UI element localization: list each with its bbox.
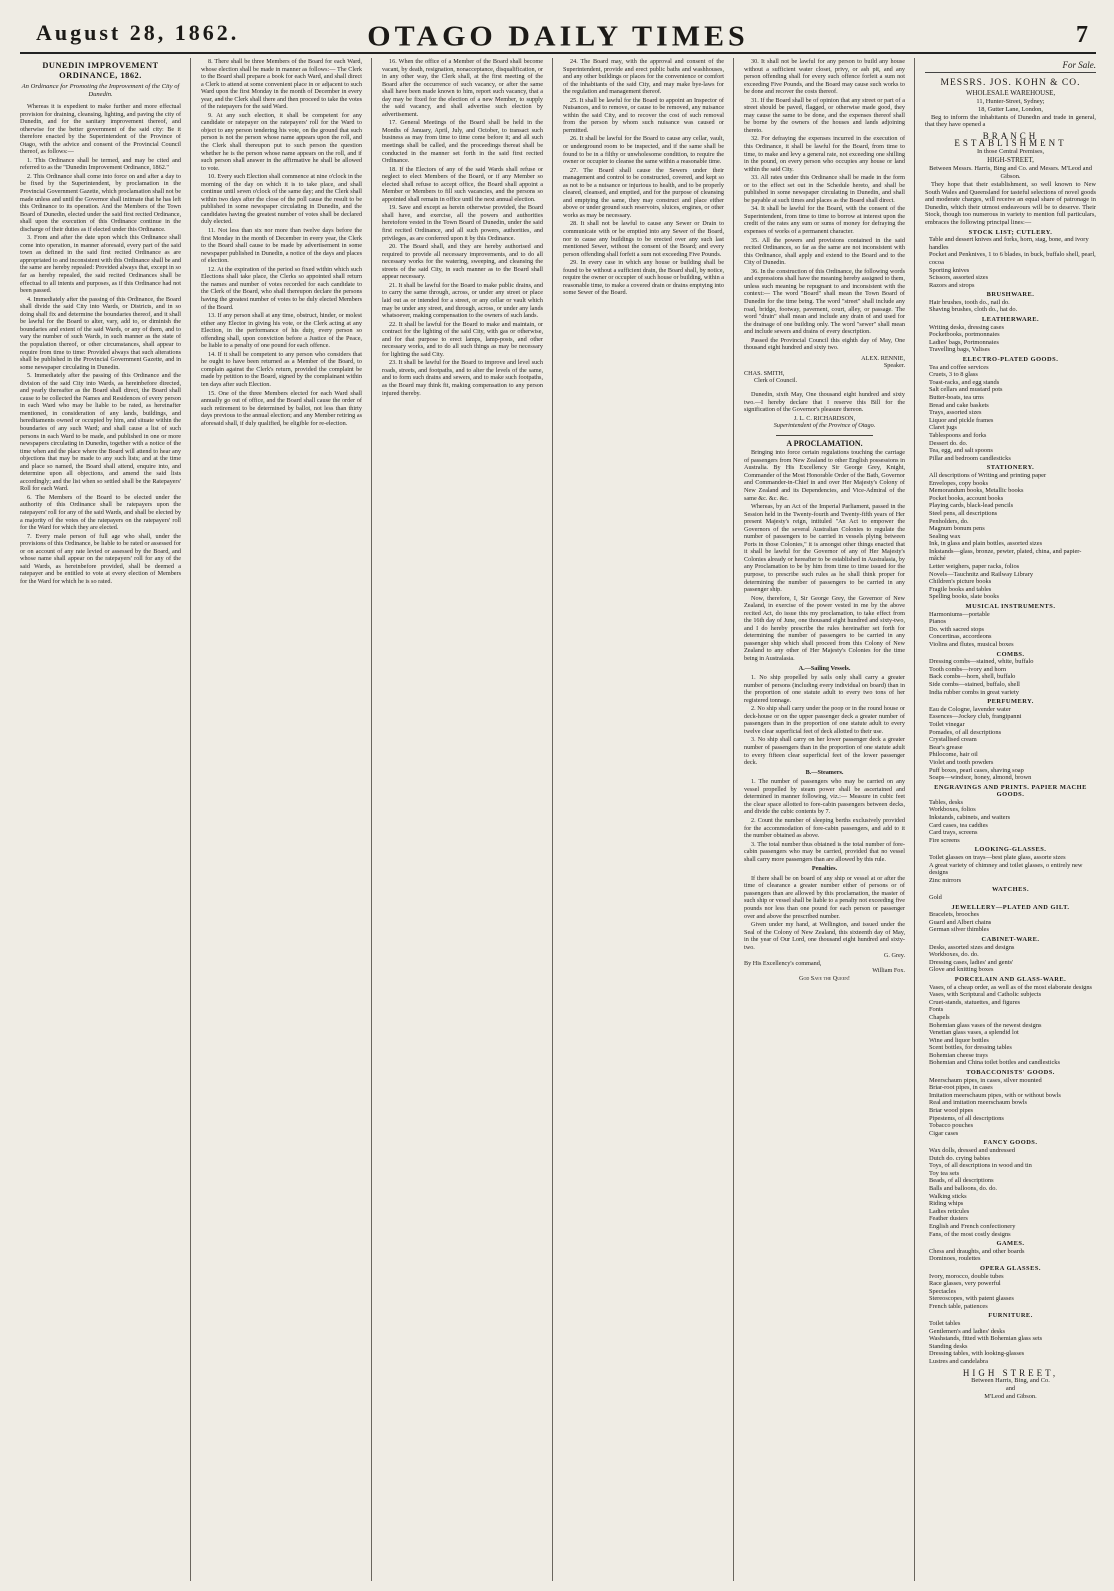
category-item: Tables, desks (929, 798, 963, 806)
masthead (20, 0, 1096, 54)
category-item: Pocket and Penknives, 1 to 6 blades, in buck, buffalo shell, pearl, cocoa (929, 251, 1096, 266)
passed-text: Passed the Provincial Council this eighth day of May, One thousand eight hundred and sixty two. (744, 336, 905, 352)
category-heading: MUSICAL INSTRUMENTS. (965, 603, 1056, 611)
category-item: Eau de Cologne, lavender water (929, 705, 1011, 713)
category-item: Toy tea sets (929, 1169, 960, 1177)
section-list (382, 58, 543, 397)
column-6 (925, 58, 1096, 1581)
category-heading: GAMES. (996, 1240, 1025, 1248)
column-2 (201, 58, 372, 1581)
category-item: Do. with sacred stops (929, 625, 985, 633)
firm-address-2: 18, Gutter Lane, London, (978, 105, 1043, 113)
category-item: Imitation meerschaum pipes, with or without bowls (929, 1091, 1061, 1099)
divider (776, 435, 873, 436)
column-1 (20, 58, 191, 1581)
paragraph: 33. All rates under this Ordinance shall be made in the form or to the effect set out in the Schedule hereto, and shall be published in some newspaper circulating in Dunedin, and shall be payable at such times and places as the Board shall direct. (744, 174, 905, 204)
category-item: India rubber combs in great variety (929, 688, 1019, 696)
paragraph: 2. This Ordinance shall come into force on and after a day to be fixed by the Superintendent, by proclamation in the Provincial Government Gazette, which proclamation shall not be made unless and until the Governor shall intimate that he has left this Ordinance to its operation. And the Members of the Town Board of Dunedin, elected under the said first recited Ordinance, shall upon the execution of this Ordinance continue in the discharge of their duties as if elected under this Ordinance. (20, 172, 182, 233)
category-item: Bracelets, brooches (929, 911, 980, 919)
rule-list (744, 674, 905, 767)
paragraph: 10. Every such Election shall commence at nine o'clock in the morning of the day on which it is to take place, and shall continue until seven o'clock of the same day; and the Clerk shall within two days after the close of the poll cause the result to be published in some newspaper circulating in Dunedin, and the candidates having the greatest number of votes shall be declared duly elected. (201, 173, 362, 226)
category-heading: FURNITURE. (988, 1312, 1033, 1320)
paragraph: 5. Immediately after the passing of this Ordinance and the division of the said City into Wards, as hereinbefore directed, and yearly thereafter as the Board shall direct, the Board shall cause to be collected the Names and Residences of every person in each Ward who may be liable to be rated, as hereinafter mentioned, in consideration of any lands, buildings, and hereditaments owned or occupied by him, and situate within the boundaries of any such Ward; and shall cause a list of such persons in each Ward to be made, and published in one or more newspapers circulating in Dunedin, together with a notice of the time when and the place where the Board will attend to hear any objections that may be made to any such lists; and at the time and place so named, the Board shall attend, enquire into, and determine upon all objections, and amend the said lists accordingly; and the list when so settled shall be the Ratepayers' Roll for each Ward. (20, 372, 181, 493)
category-item: French table, patiences (929, 1302, 988, 1310)
category-item: Bread and cake baskets (929, 401, 989, 409)
category-item: Card trays, screens (929, 829, 978, 837)
page-number: 7 (1076, 22, 1088, 48)
footer-street: HIGH STREET, (962, 1367, 1059, 1378)
category-item: Riding whips (929, 1200, 964, 1208)
category-heading: ELECTRO-PLATED GOODS. (962, 356, 1059, 364)
paragraph: 13. If any person shall at any time, obstruct, hinder, or molest either any Elector in giving his vote, or the Clerk acting at any Election, in the performance of his duty, every person so offending shall, upon conviction before a Justice of the Peace, be liable to a penalty of one pound for each offence. (201, 312, 362, 350)
category-item: Toilet glasses on trays—best plate glass, assorte sizes (929, 854, 1066, 862)
paragraph: 9. At any such election, it shall be competent for any candidate or ratepayer on the ratepayers' roll for the Ward to object to any person tendering his vote, on the ground that such person is not the person whose name appears upon the roll, and the Clerk shall thereupon put to such person the question whether he is the person whose name appears on the roll, and if such person shall answer in the affirmative he shall be allowed to vote. (201, 111, 362, 172)
category-item: Letter weighers, paper racks, folios (929, 563, 1020, 571)
category-item: Balls and balloons, do. do. (929, 1184, 997, 1192)
category-item: Dressing tables, with looking-glasses (929, 1350, 1025, 1358)
category-heading: LEATHERWARE. (981, 316, 1040, 324)
category-item: Dressing cases, ladies' and gents' (929, 958, 1014, 966)
category-item: Lustres and candelabra (929, 1358, 988, 1366)
paragraph: 6. The Members of the Board to be elected under the authority of this Ordinance shall be ratepayers upon the ratepayers' roll for any of the said Wards, and shall be elected by a majority of the votes of the ratepayers on the ratepayers' roll for the Ward for which they are elected. (20, 493, 181, 532)
category-item: Standing desks (929, 1342, 968, 1350)
minister-name: William Fox. (872, 967, 905, 975)
category-item: Toilet tables (929, 1320, 961, 1328)
category-item: Workboxes, folios (929, 806, 976, 814)
category-item: Fire screens (929, 836, 960, 844)
category-item: Scissors, assorted sizes (929, 274, 989, 282)
category-item: Concertinas, accordeons (929, 633, 992, 641)
paragraph: 14. If it shall be competent to any person who considers that he ought to have been returned as a Member of the Board, to complain against the Clerk's return, provided the complaint be made by petition to the Board, signed by the complainant within ten days after such Election. (201, 350, 362, 388)
category-item: Ladies reticules (929, 1207, 970, 1215)
ordinance-subtitle: An Ordinance for Promoting the Improvement of the City of Dunedin. (21, 83, 180, 98)
category-item: Card cases, tea caddies (929, 821, 988, 829)
columns (20, 58, 1096, 1581)
category-item: Cruets, 3 to 8 glass (929, 371, 978, 379)
category-item: Toilet vinegar (929, 720, 965, 728)
category-item: Penholders, do. (929, 517, 969, 525)
paragraph: 3. No ship shall carry on her lower passenger deck a greater number of passengers than in the proportion of one statute adult to every fifteen clear superficial feet of the lower passenger deck. (744, 736, 905, 767)
column-5 (744, 58, 915, 1581)
paragraph: 22. It shall be lawful for the Board to make and maintain, or contract for the lighting of the said City, with gas or otherwise, and for that purpose to erect lamps, lamp-posts, and other necessary works, and to do all such things as may be necessary for lighting the said City. (382, 320, 543, 358)
proclamation-now-therefore: Now, therefore, I, Sir George Grey, the Governor of New Zealand, in exercise of the power vested in me by the above recited Act, do issue this my proclamation, to take effect from the 16th day of June, one thousand eight hundred and sixty-two, and I do hereby prescribe the rules hereinafter set forth for determining the number of passengers to be carried in any passenger ship which shall proceed from this Colony of New Zealand to any other of Her Majesty's Colonies for the time being in Australasia. (744, 594, 905, 663)
ordinance-heading: DUNEDIN IMPROVEMENT ORDINANCE, 1862. (42, 61, 159, 80)
category-item: Tablespoons and forks (929, 431, 987, 439)
god-save-queen: God Save the Queen! (798, 974, 850, 982)
category-item: Shaving brushes, cloth do., hat do. (929, 306, 1018, 314)
category-item: Tea and coffee services (929, 363, 989, 371)
category-item: Dressing combs—stained, white, buffalo (929, 658, 1034, 666)
category-item: Venetian glass vases, a splendid lot (929, 1029, 1019, 1037)
category-item: Side combs—stained, buffalo, shell (929, 680, 1020, 688)
column-3 (382, 58, 553, 1581)
column-4 (563, 58, 734, 1581)
category-item: Pocket books, account books (929, 494, 1004, 502)
category-item: Stereoscopes, with patent glasses (929, 1295, 1014, 1303)
category-item: Back combs—horn, shell, buffalo (929, 673, 1016, 681)
category-item: Steel pens, all descriptions (929, 509, 998, 517)
paragraph: 25. It shall be lawful for the Board to appoint an Inspector of Nuisances, and to remove, or cause to be removed, any nuisance within the said City, and to recover the cost of such removal from the person by whom such nuisance was caused or permitted. (563, 96, 724, 134)
category-item: Razors and strops (929, 281, 975, 289)
proclamation-heading: A PROCLAMATION. (786, 438, 863, 448)
ordinance-preamble: Whereas it is expedient to make further and more effectual provision for draining, cleansing, lighting, and paving the city of Dunedin, and for the sanitary improvement thereof, and otherwise for the better government of the said city: Be it therefore enacted by the Superintendent of the Province of Otago, with the advice and consent of the Provincial Council thereof, as follows:— (20, 103, 181, 156)
superintendent-title: Superintendent of the Province of Otago. (773, 422, 876, 430)
category-item: Spectacles (929, 1287, 956, 1295)
category-item: Toys, of all descriptions in wood and tin (929, 1162, 1032, 1170)
paragraph: 2. No ship shall carry under the poop or in the round house or deck-house or on the upper passenger deck a greater number of passengers than in the proportion of one statute adult to every twelve clear superficial feet of deck allotted to their use. (744, 705, 905, 735)
paragraph: 35. All the powers and provisions contained in the said recited Ordinances, so far as the same are not inconsistent with this Ordinance, shall apply and extend to the Board and to the City of Dunedin. (744, 236, 905, 267)
category-item: English and French confectionery (929, 1222, 1016, 1230)
category-heading: PERFUMERY. (987, 698, 1034, 706)
category-item: Pocketbooks, portmonnaies (929, 331, 1000, 339)
category-item: Magnum bonum pens (929, 525, 985, 533)
category-item: Dominoes, roulettes (929, 1255, 981, 1263)
category-item: Bohemian cheese trays (929, 1051, 988, 1059)
category-item: Soaps—windsor, honey, almond, brown (929, 774, 1032, 782)
category-item: Pillar and bedroom candlesticks (929, 454, 1011, 462)
paragraph: 34. It shall be lawful for the Board, with the consent of the Superintendent, from time to time to borrow at interest upon the credit of the rates any sum or sums of money for defraying the expenses of works of a permanent character. (744, 205, 905, 236)
paragraph: 1. The number of passengers who may be carried on any vessel propelled by steam power shall be ascertained and determined in manner following, viz.:— Measure in cubic feet the clear space allotted to fore-cabin passengers between decks, and divide the cubic contents by 7. (744, 778, 905, 816)
category-item: Butter-boats, tea urns (929, 394, 984, 401)
category-item: Playing cards, black-lead pencils (929, 502, 1014, 510)
category-heading: COMBS. (996, 650, 1025, 658)
category-item: Scent bottles, for dressing tables (929, 1044, 1012, 1052)
category-item: Essences—Jockey club, frangipanni (929, 713, 1022, 721)
category-item: Table and dessert knives and forks, horn, stag, bone, and ivory handles (929, 236, 1089, 251)
firm-address-1: 11, Hunter-Street, Sydney; (976, 97, 1045, 105)
paragraph: 1. This Ordinance shall be termed, and may be cited and referred to as the "Dunedin Improvement Ordinance, 1862." (20, 156, 181, 172)
footer-leod: M'Leod and Gibson. (984, 1393, 1037, 1401)
category-item: Claret jugs (929, 424, 957, 432)
category-item: German silver thimbles (929, 926, 989, 934)
speaker-name: ALEX. RENNIE, (861, 354, 905, 362)
issue-date: August 28, 1862. (36, 20, 240, 45)
category-item: Sealing wax (929, 532, 961, 540)
category-item: Bohemian glass vases of the newest designs (929, 1021, 1042, 1029)
paragraph: 27. The Board shall cause the Sewers under their management and control to be constructed, covered, and kept so as not to be a nuisance or injurious to health, and to be properly cleared, cleansed, and emptied, and for the purpose of cleansing and emptying the same, they may construct and place either above or under ground such reservoirs, sluices, engines, or other works as may be necessary. (563, 166, 724, 219)
governor-signature: G. Grey. (883, 952, 905, 960)
category-heading: CABINET-WARE. (981, 935, 1040, 943)
category-item: Dessert do. do. (929, 439, 968, 447)
paragraph: 12. At the expiration of the period so fixed within which such Elections shall take place, the Clerks so appointed shall return the names and number of votes recorded for each candidate to the Clerk of the Board, who shall thereupon declare the persons having the greatest number of votes to be duly elected Members of the Board. (201, 265, 362, 311)
sailing-heading: A.—Sailing Vessels. (798, 664, 851, 672)
category-item: Glove and knitting boxes (929, 966, 994, 974)
category-item: Briar-root pipes, in cases (929, 1084, 993, 1092)
footer-between: Between Harris, Bing, and Co. (971, 1377, 1050, 1385)
section-list (744, 58, 905, 336)
paragraph: 8. There shall be three Members of the Board for each Ward, whose election shall be made in manner as follows:— The Clerk to the Board shall prepare a book for each Ward, and shall direct a Clerk to attend at some convenient place in or adjacent to such Ward upon the first Monday in the month of December in every year, and the Clerk shall there and then proceed to take the votes of the ratepayers for the said Ward. (201, 58, 362, 111)
assent-text: Dunedin, sixth May, One thousand eight hundred and sixty two.—I hereby declare that I reserve this Bill for the signification of the Governor's pleasure thereon. (744, 390, 905, 414)
category-item: Fans, of the most costly designs (929, 1230, 1011, 1238)
clerk-title: Clerk of Council. (754, 377, 798, 385)
category-item: All descriptions of Writing and printing paper (929, 471, 1047, 479)
category-item: Sporting knives (929, 266, 970, 274)
category-item: Gold (929, 894, 942, 901)
category-item: Tobacco pouches (929, 1122, 974, 1130)
category-item: Cigar cases (929, 1129, 959, 1137)
paragraph: 28. It shall not be lawful to cause any Sewer or Drain to communicate with or be emptied into any Sewer of the Board, nor to cause any buildings to be erected over any such last mentioned Sewer, without the consent of the Board; and every person offending shall forfeit a sum not exceeding Five Pounds. (563, 220, 724, 258)
paragraph: 11. Not less than six nor more than twelve days before the first Monday in the month of December in every year, the Clerk to the Board shall cause to be made by advertisement in some newspaper published in Dunedin, a notice of the days and places of election. (201, 227, 362, 265)
category-item: Inkstands, cabinets, and waiters (929, 814, 1011, 822)
paragraph: 29. In every case in which any house or building shall be found to be without a sufficient drain, the Board shall, by notice, require the owner or occupier of such house or building, within a reasonable time, to make a covered drain or drains emptying into some Sewer of the Board. (563, 259, 724, 297)
paragraph: 30. It shall not be lawful for any person to build any house without a sufficient water closet, privy, or ash pit, and any person offending shall for every such offence forfeit a sum not exceeding Five Pounds, and the Board may cause such works to be done and recover the costs thereof. (744, 58, 905, 96)
category-item: Crystallised cream (929, 736, 977, 744)
paragraph: 36. In the construction of this Ordinance, the following words and expressions shall have the meaning hereby assigned to them, unless such meaning be repugnant to and inconsistent with the context:— The word "Board" shall mean the Town Board of Dunedin for the time being. The word "street" shall include any road, bridge, footway, pavement, court, alley, or passage. The word "drain" shall mean and include any drain of and used for the drainage of one building only. The word "sewer" shall mean and include sewers and drains of every description. (744, 267, 905, 336)
newspaper-title: OTAGO DAILY TIMES (367, 20, 749, 53)
category-item: Memorandum books, Metallic books (929, 487, 1024, 495)
category-item: Salt cellars and mustard pots (929, 386, 1003, 394)
paragraph: 7. Every male person of full age who shall, under the provisions of this Ordinance, be liable to be rated or assessed for or on account of any rate levied or assessed by the Board, and whose name shall appear on the ratepayers' roll for any of the said Wards, as hereinbefore provided, shall be deemed a ratepayer and be entitled to vote at every election of Members for the Ward for which he is so rated. (20, 532, 181, 585)
category-item: Pipestems, of all descriptions (929, 1114, 1004, 1122)
category-item: Travelling bags, Valises (929, 346, 990, 354)
category-heading: STATIONERY. (986, 464, 1035, 472)
category-item: Philocome, hair oil (929, 751, 978, 759)
category-item: Dutch do. crying babies (929, 1154, 991, 1162)
category-heading: BRUSHWARE. (986, 291, 1035, 299)
speaker-title: Speaker. (883, 362, 905, 370)
category-item: Cruet-stands, statuettes, and figures (929, 998, 1021, 1006)
paragraph: 32. For defraying the expenses incurred in the execution of this Ordinance, it shall be lawful for the Board, from time to time, to make and levy a general rate, not exceeding one shilling in the pound, on every person who occupies any house or land within the said City. (744, 135, 905, 173)
section-list (20, 157, 181, 586)
category-item: Vases, with Scriptural and Catholic subjects (929, 991, 1042, 999)
steam-heading: B.—Steamers. (805, 768, 844, 776)
category-item: Novels—Tauchnitz and Railway Library (929, 570, 1034, 578)
category-item: Envelopes, copy books (929, 479, 989, 487)
category-item: Gentlemen's and ladies' desks (929, 1327, 1005, 1335)
category-item: Fonts (929, 1006, 944, 1014)
paragraph: 2. Count the number of sleeping berths exclusively provided for the accommodation of fore-cabin passengers, and add to it the number obtained as above. (744, 816, 905, 840)
category-item: Fragile books and tables (929, 585, 992, 593)
category-item: Violet and tooth powders (929, 758, 994, 766)
paragraph: 17. General Meetings of the Board shall be held in the Months of January, April, July, and October, to transact such business as may from time to time come before it; and all such meetings shall be called, and the proceedings thereat shall be conducted in the manner set forth in the said first recited Ordinance. (382, 119, 543, 165)
category-item: Bear's grease (929, 743, 963, 751)
paragraph: 31. If the Board shall be of opinion that any street or part of a street should be paved, flagged, or otherwise made good, they may cause the same to be done, and the expenses thereof shall be borne by the owners of the houses and lands adjoining thereto. (744, 96, 905, 134)
branch-heading: BRANCH ESTABLISHMENT (954, 130, 1067, 149)
by-command: By His Excellency's command, (744, 959, 822, 967)
category-item: Wax dolls, dressed and undressed (929, 1147, 1015, 1154)
proclamation-whereas: Whereas, by an Act of the Imperial Parliament, passed in the Session held in the Twenty-fourth and Twenty-fifth years of Her present Majesty's reign, intituled "An Act to empower the Governors of the several Australian Colonies to regulate the number of passengers to be carried in vessels plying between Ports in those Colonies," it is amongst other things enacted that it shall be lawful for the Governor of any of Her Majesty's Colonies already or hereafter to be established in Australasia, by any Proclamation to be by him from time to time issued for the purpose, to prescribe such rules as he shall think proper for determining the number of passengers to be carried in any passenger ship. (744, 503, 905, 594)
category-item: Writing desks, dressing cases (929, 323, 1004, 331)
branch-place: In those Central Premises, (976, 147, 1045, 155)
paragraph: 19. Save and except as herein otherwise provided, the Board shall have, and exercise, all the powers and authorities heretofore vested in the Town Board of Dunedin, under the said first recited Ordinance, and all such powers, authorities, and privileges, as are conferred upon it by this Ordinance. (382, 204, 543, 242)
category-item: Inkstands—glass, bronze, pewter, plated, china, and papier-mâché (929, 547, 1082, 563)
category-item: Violins and flutes, musical boxes (929, 641, 1014, 648)
speaker-signature (744, 355, 905, 385)
category-item: Pianos (929, 618, 947, 626)
paragraph: 24. The Board may, with the approval and consent of the Superintendent, provide and erect public baths and washhouses, and any other buildings or places for the convenience or comfort of the inhabitants of the said City, and may make bye-laws for the regulation and management thereof. (563, 58, 724, 96)
firm-name: MESSRS. JOS. KOHN & CO. (940, 77, 1081, 88)
footer-and: and (1005, 1385, 1016, 1393)
category-item: Real and imitation meerschaum bowls (929, 1099, 1027, 1107)
category-item: Briar wood pipes (929, 1107, 974, 1115)
category-heading: PORCELAIN AND GLASS-WARE. (954, 975, 1067, 983)
category-item: Bohemian and China toilet bottles and candlesticks (929, 1059, 1060, 1067)
category-item: Spelling books, slate books (929, 593, 999, 601)
category-item: A great variety of chimney and toilet glasses, o entirely new designs (929, 861, 1083, 877)
category-item: Chapels (929, 1013, 950, 1021)
category-item: Pomades, of all descriptions (929, 728, 1002, 736)
category-item: Ladies' bags, Portmonnaies (929, 338, 999, 346)
paragraph: 16. When the office of a Member of the Board shall become vacant, by death, resignation, nonacceptance, disqualification, or in any other way, the Clerk shall, at the first meeting of the Board after the occurrence of such vacancy, or after the same shall have been made known to him, report such vacancy, that a day may be fixed for the election of a new Member, to supply the said vacancy, and shall advertise such election by advertisement. (382, 58, 543, 118)
category-item: Zinc mirrors (929, 876, 962, 884)
category-item: Vases, of a cheap order, as well as of the most elaborate designs (929, 983, 1093, 991)
paragraph: 20. The Board shall, and they are hereby authorised and required to provide all necessary improvements, and to do all necessary works for the watering, sweeping, and cleansing the streets of the said City, in such manner as to the Board shall appear necessary. (382, 243, 543, 281)
category-item: Feather dusters (929, 1215, 968, 1223)
high-street: HIGH-STREET, (987, 155, 1034, 164)
category-heading: FANCY GOODS. (983, 1139, 1038, 1147)
category-item: Chess and draughts, and other boards (929, 1247, 1025, 1255)
section-list (201, 58, 362, 427)
paragraph: 21. It shall be lawful for the Board to make public drains, and to carry the same through, across, or under any street or place laid out as or intended for a street, or any cellar or vault which may be under any street, and through, across, or under any lands whatsoever, making compensation to the owners of such lands. (382, 281, 543, 320)
category-heading: LOOKING-GLASSES. (974, 846, 1047, 854)
advert-intro: Beg to inform the inhabitants of Dunedin and trade in general, that they have opened a (925, 113, 1096, 129)
category-item: Guard and Albert chains (929, 918, 992, 926)
category-heading: WATCHES. (991, 886, 1030, 894)
paragraph: 23. It shall be lawful for the Board to improve and level such roads, streets, and footpaths, and to alter the levels of the same, and to form such drains and sewers, and to make such footpaths, as the Board may think fit, making compensation to any person injured thereby. (382, 359, 543, 397)
superintendent-name: J. L. C. RICHARDSON, (793, 414, 856, 422)
category-item: Puff boxes, pearl cases, shaving soap (929, 766, 1024, 774)
paragraph: 15. One of the three Members elected for each Ward shall annually go out of office, and the Board shall cause the order of such retirement to be determined by ballot, not less than thirty days previous to the annual election; and any Member retiring as aforesaid shall, if duly qualified, be eligible for re-election. (201, 389, 362, 427)
category-item: Wine and liquor bottles (929, 1036, 989, 1044)
category-item: Race glasses, very powerful (929, 1280, 1001, 1288)
category-item: Ivory, morocco, double tubes (929, 1272, 1004, 1280)
category-item: Walking sticks (929, 1192, 967, 1200)
category-item: Toast-racks, and egg stands (929, 378, 1000, 386)
category-heading: ENGRAVINGS AND PRINTS. PAPIER MACHE GOODS. (934, 783, 1087, 799)
proclamation-intro: Bringing into force certain regulations touching the carriage of passengers from New Zealand to other English possessions in Australia. By His Excellency Sir George Grey, Knight, Commander of the Most Honorable Order of the Bath, Governor and Commander-in-Chief in and over Her Majesty's Colony of New Zealand and its Dependencies, and Vice-Admiral of the same &c. &c. &c. (744, 449, 905, 502)
paragraph: 3. The total number thus obtained is the total number of fore-cabin passengers who may be carried, provided that no vessel shall carry more passengers than are allowed by this rule. (744, 840, 905, 863)
penalties-text: If there shall be on board of any ship or vessel at or after the time of clearance a greater number either of persons or of passengers than are allowed by this proclamation, the master of such ship or vessel shall be liable to a penalty not exceeding five pounds nor less than one pound for each person or passenger over and above the prescribed number. (744, 874, 905, 920)
category-item: Meerschaum pipes, in cases, silver mounted (929, 1076, 1042, 1084)
paragraph: 1. No ship propelled by sails only shall carry a greater number of persons (including every individual on board) than in the proportion of one statute adult to every two tons of her registered tonnage. (744, 674, 905, 704)
category-item: Beads, of all descriptions (929, 1177, 994, 1185)
category-heading: JEWELLERY—PLATED AND GILT. (951, 903, 1070, 911)
category-heading: OPERA GLASSES. (980, 1264, 1041, 1272)
category-item: Tooth combs—ivory and horn (929, 665, 1007, 673)
for-sale-heading: For Sale. (925, 62, 1096, 73)
category-item: Trays, assorted sizes (929, 409, 982, 417)
rule-list (744, 778, 905, 863)
category-heading: STOCK LIST; CUTLERY. (968, 228, 1053, 236)
penalties-heading: Penalties. (811, 865, 838, 873)
between-line: Between Messrs. Harris, Bing and Co. and Messrs. M'Leod and Gibson. (929, 164, 1092, 180)
category-item: Harmoniums—portable (929, 610, 990, 618)
given-text: Given under my hand, at Wellington, and issued under the Seal of the Colony of New Zealand, this sixteenth day of May, in the year of Our Lord, one thousand eight hundred and sixty-two. (744, 921, 905, 951)
category-list (925, 229, 1096, 1366)
category-item: Liquor and pickle frames (929, 416, 994, 424)
category-item: Ink, in glass and plain bottles, assorted sizes (929, 540, 1043, 548)
category-item: Desks, assorted sizes and designs (929, 943, 1015, 951)
firm-description: WHOLESALE WAREHOUSE, (965, 88, 1056, 97)
paragraph: 18. If the Electors of any of the said Wards shall refuse or neglect to elect Members of the Board, or if any Member so elected shall refuse to accept office, the Board shall appoint a Member or Members to fill such vacancies, and the persons so appointed shall remain in office until the next annual election. (382, 165, 543, 203)
paragraph: 4. Immediately after the passing of this Ordinance, the Board shall divide the said City into Wards, or Districts, and in so doing shall fix and determine the boundaries thereof, and it shall be lawful for the Board to alter, vary, add to, or diminish the boundaries and extent of the said Wards, or any of them, and to vary the number of such Wards, in such manner as the state of the population thereof, or other circumstances, shall appear to require from time to time: Provided always that such alterations shall be published in the Provincial Government Gazette, and in some newspaper circulating in Dunedin. (20, 295, 181, 371)
advert-body: They hope that their establishment, so well known to New South Wales and Queensland for tasteful selections of novel goods and moderate charges, will receive an equal share of patronage in Dunedin, which their utmost endeavours will be to deserve. Their Stock, though too numerous in variety to mention full particulars, embraces the following principal lines:— (925, 180, 1096, 226)
category-item: Washstands, fitted with Bohemian glass sets (929, 1335, 1043, 1343)
category-item: Workboxes, do. do. (929, 951, 979, 959)
paragraph: 3. From and after the date upon which this Ordinance shall come into operation, in manner aforesaid, every part of the said town as defined in the said first recited Ordinance as are appropriated to and inconsistent with this Ordinance shall be and the same are hereby repealed: Provided always that, except in so far as hereby repealed, the said recited Ordinances shall be effectual to all intents and purposes, as if this Ordinance had not been passed. (20, 234, 181, 295)
section-list (563, 58, 724, 297)
category-item: Children's picture books (929, 578, 992, 586)
proclamation (744, 440, 905, 983)
paragraph: 26. It shall be lawful for the Board to cause any cellar, vault, or underground room to be inspected, and if the same shall be found to be in a filthy or unwholesome condition, to require the owner or occupier to cleanse the same within a reasonable time. (563, 135, 724, 166)
category-heading: TOBACCONISTS' GOODS. (966, 1069, 1055, 1077)
clerk-name: CHAS. SMITH, (744, 369, 785, 377)
category-item: Hair brushes, tooth do., nail do. (929, 298, 1010, 306)
category-item: Tea, egg, and salt spoons (929, 447, 993, 455)
